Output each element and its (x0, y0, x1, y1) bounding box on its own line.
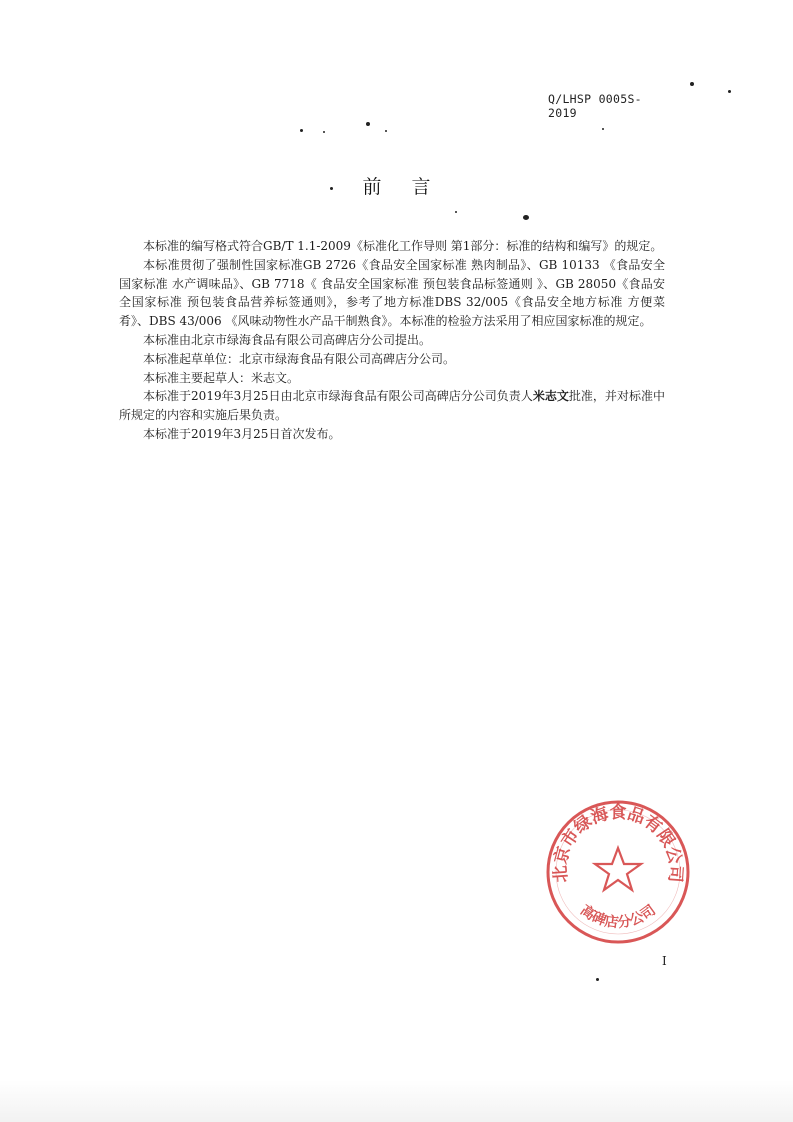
star-icon (595, 848, 641, 890)
paragraph-approval (119, 387, 665, 425)
svg-text:北京市绿海食品有限公司 (550, 802, 685, 883)
paragraph-drafter: 本标准主要起草人：米志文。 (143, 370, 300, 385)
page-title: 前言 (362, 176, 461, 198)
scan-speck (690, 82, 694, 86)
scan-speck (323, 131, 325, 133)
page-number: I (662, 954, 667, 968)
paragraph-release: 本标准于2019年3月25日首次发布。 (143, 426, 341, 441)
approver-name: 米志文 (532, 389, 569, 404)
scan-speck (300, 129, 303, 132)
company-seal-stamp (544, 798, 692, 946)
paragraph-format: 本标准的编写格式符合GB/T 1.1-2009《标准化工作导则 第1部分：标准的结构和编写》的规定。 (143, 239, 663, 253)
scan-speck (366, 122, 370, 126)
foreword-body (119, 237, 665, 444)
paragraph-drafting-unit: 本标准起草单位：北京市绿海食品有限公司高碑店分公司。 (143, 351, 456, 366)
scan-shadow (0, 1080, 793, 1122)
document-code: Q/LHSP 0005S-2019 (548, 92, 642, 120)
scan-speck (523, 215, 529, 220)
approval-text-prefix: 本标准于2019年3月25日由北京市绿海食品有限公司高碑店分公司负责人 (143, 389, 533, 404)
approval-text-suffix: 批准，并对标准中所规定的内容和实施后果负责。 (119, 389, 665, 423)
scan-speck (596, 978, 599, 981)
paragraph-standards: 本标准贯彻了强制性国家标准GB 2726《食品安全国家标准 熟肉制品》、GB 10133 《食品安全国家标准 水产调味品》、GB 7718《 食品安全国家标准 预包装食品标签通则 》、GB 28050《食品安全国家标准 预包装食品营养标签通则》，参考了地方标准DBS 32/005《食品安全地方标准 方便菜肴》、DBS 43/006 《风味动物性水产品干制熟食》。本标准的检验方法采用了相应国家标准的规定。 (119, 257, 665, 329)
scan-speck (385, 130, 387, 132)
scan-speck (728, 90, 731, 93)
stamp-text-top: 北京市绿海食品有限公司 (550, 803, 686, 884)
stamp-text-bottom: 高碑店分公司 (577, 902, 659, 932)
scan-speck (602, 128, 604, 130)
scan-speck (455, 211, 457, 213)
paragraph-proposer: 本标准由北京市绿海食品有限公司高碑店分公司提出。 (143, 332, 432, 347)
